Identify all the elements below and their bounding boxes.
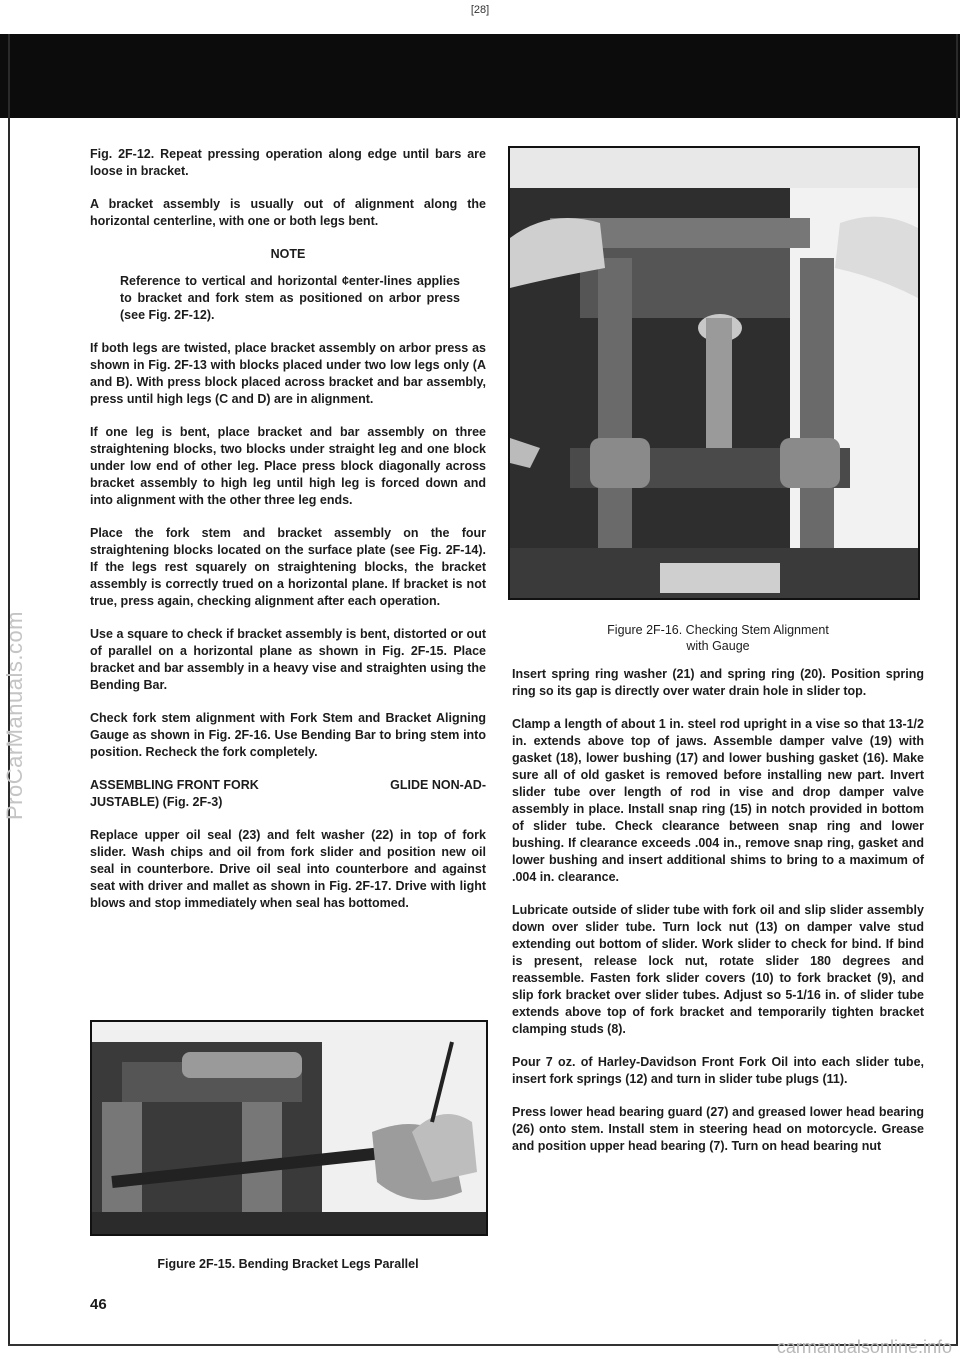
- figure-2f-16-photo: [508, 146, 920, 600]
- section-heading-left: ASSEMBLING FRONT FORK: [90, 778, 259, 792]
- bottom-watermark: carmanualsonline.info: [776, 1337, 952, 1357]
- caption-line: Figure 2F-16. Checking Stem Alignment: [607, 623, 829, 637]
- right-column: [512, 666, 924, 1171]
- section-heading-line2: JUSTABLE) (Fig. 2F-3): [90, 795, 223, 809]
- figure-2f-15-photo: [90, 1020, 488, 1236]
- right-border: [956, 34, 958, 1344]
- paragraph: A bracket assembly is usually out of alignment along the horizontal centerline, with one or both legs bent.: [90, 197, 486, 228]
- section-heading-right: GLIDE NON-AD-: [390, 778, 486, 792]
- page-number: 46: [90, 1296, 107, 1313]
- figure-2f-16-caption: [512, 622, 924, 654]
- paragraph: Place the fork stem and bracket assembly on the four straightening blocks located on the surface plate (see Fig. 2F-14). If the legs rest squarely on straightening blocks, the bracket assembly is correctly trued on a horizontal plane. If bracket is not true, press again, checking alignment after each operation.: [90, 526, 486, 608]
- note-title: NOTE: [270, 247, 306, 261]
- section-heading: [90, 777, 486, 811]
- paragraph: Replace upper oil seal (23) and felt washer (22) in top of fork slider. Wash chips and oil from fork slider and position new oil seal in counterbore. Drive oil seal into counterbore and against seat with driver and mallet as shown in Fig. 2F-17. Drive with light blows and stop immediately when seal has bottomed.: [90, 828, 486, 910]
- figure-2f-15-caption: Figure 2F-15. Bending Bracket Legs Parallel: [157, 1257, 419, 1271]
- paragraph: Press lower head bearing guard (27) and greased lower head bearing (26) onto stem. Install stem in steering head on motorcycle. Grease and position upper head bearing (7). Turn on head bearing nut: [512, 1105, 924, 1153]
- paragraph: Fig. 2F-12. Repeat pressing operation along edge until bars are loose in bracket.: [90, 147, 486, 178]
- side-watermark: ProCarManuals.com: [2, 610, 27, 820]
- caption-line: with Gauge: [686, 639, 750, 653]
- paragraph: Use a square to check if bracket assembly is bent, distorted or out of parallel on a horizontal plane as shown in Fig. 2F-15. Place bracket and bar assembly in a heavy vise and straighten using the Bending Bar.: [90, 627, 486, 692]
- paragraph: Pour 7 oz. of Harley-Davidson Front Fork Oil into each slider tube, insert fork springs (12) and turn in slider tube plugs (11).: [512, 1055, 924, 1086]
- paragraph: Insert spring ring washer (21) and spring ring (20). Position spring ring so its gap is directly over water drain hole in slider top.: [512, 667, 924, 698]
- paragraph: Lubricate outside of slider tube with fork oil and slip slider assembly down over slider tube. Turn lock nut (13) on damper valve stud extending out bottom of slider. Work slider to check for bind. If bind is present, release lock nut, rotate slider 180 degrees and reassemble. Fasten fork slider covers (10) to fork bracket (9), and slip fork bracket over slider tubes. Adjust so 5-1/16 in. of slider tube extends above top of fork bracket and temporarily tighten bracket clamping studs (8).: [512, 903, 924, 1036]
- paragraph: If both legs are twisted, place bracket assembly on arbor press as shown in Fig. 2F-13 with blocks placed under two low legs only (A and B). With press block placed across bracket and bar assembly, press until high legs (C and D) are in alignment.: [90, 341, 486, 406]
- header-band: [0, 34, 960, 118]
- page-marker: [28]: [470, 4, 490, 16]
- paragraph: Clamp a length of about 1 in. steel rod upright in a vise so that 13-1/2 in. extends above top of jaws. Assemble damper valve (19) with gasket (18), lower bushing (17) and lower bushing gasket (16). Make sure all of old gasket is removed before installing new part. Invert slider tube over length of rod in vise and drop damper valve assembly in place. Install snap ring (15) in notch provided in bottom of slider tube. Check clearance between snap ring and lower bushing. If clearance exceeds .004 in., remove snap ring, gasket and lower bushing and insert additional shims to bring to a maximum of .004 in. clearance.: [512, 717, 924, 884]
- paragraph: If one leg is bent, place bracket and bar assembly on three straightening blocks, two blocks under straight leg and one block under low end of other leg. Place press block diagonally across bracket assembly to high leg until high leg is forced down and into alignment with the other three leg ends.: [90, 425, 486, 507]
- note-text: Reference to vertical and horizontal ¢enter-lines applies to bracket and fork stem as positioned on arbor press (see Fig. 2F-12).: [120, 274, 460, 322]
- left-column: [90, 146, 486, 928]
- paragraph: Check fork stem alignment with Fork Stem and Bracket Aligning Gauge as shown in Fig. 2F-16. Use Bending Bar to bring stem into position. Recheck the fork completely.: [90, 711, 486, 759]
